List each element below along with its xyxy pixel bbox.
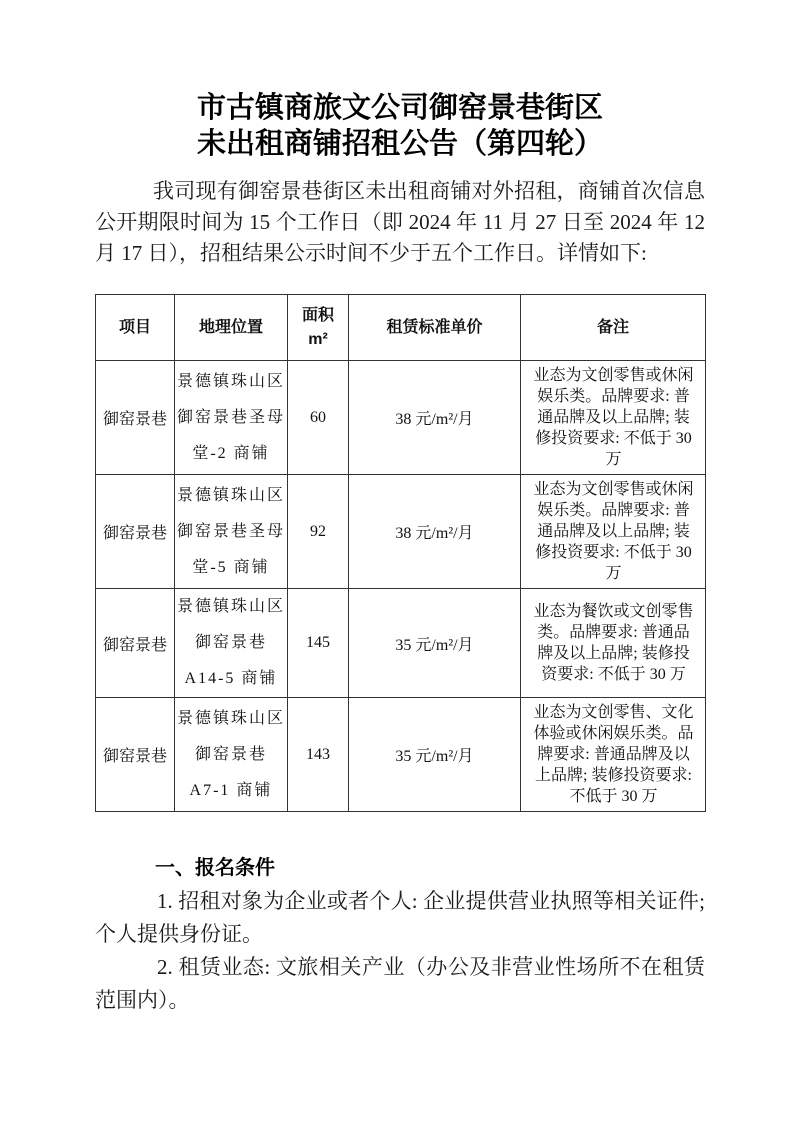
- header-project: 项目: [96, 295, 175, 361]
- location-line: 御窑景巷圣母: [176, 522, 285, 540]
- location-line: A14-5 商铺: [184, 670, 278, 687]
- header-area-unit: m²: [308, 330, 328, 348]
- cell-remark: 业态为文创零售或休闲娱乐类。品牌要求: 普通品牌及以上品牌; 装修投资要求: 不低于 30 万: [521, 475, 706, 589]
- cell-location: [175, 698, 288, 812]
- section-item-2: 2. 租赁业态: 文旅相关产业（办公及非营业性场所不在租赁范围内）。: [95, 955, 705, 1012]
- header-area-label: 面积: [301, 306, 334, 324]
- location-line: 御窑景巷: [194, 634, 267, 651]
- table-header-row: [96, 295, 706, 361]
- location-line: 御窑景巷圣母: [176, 408, 285, 426]
- cell-location: [175, 589, 288, 698]
- header-location: 地理位置: [175, 295, 288, 361]
- location-line: 景德镇珠山区: [176, 372, 285, 390]
- table-row: [96, 589, 706, 698]
- cell-project: 御窑景巷: [96, 698, 175, 812]
- section-item-1: 1. 招租对象为企业或者个人: 企业提供营业执照等相关证件; 个人提供身份证。: [95, 889, 705, 946]
- header-price: 租赁标准单价: [349, 295, 521, 361]
- location-line: 景德镇珠山区: [176, 598, 285, 615]
- cell-price: 35 元/m²/月: [349, 698, 521, 812]
- cell-location: [175, 361, 288, 475]
- document-title: [95, 90, 705, 162]
- shops-table: [95, 294, 706, 812]
- cell-price: 38 元/m²/月: [349, 361, 521, 475]
- location-line: 景德镇珠山区: [176, 709, 285, 727]
- header-area: [288, 295, 349, 361]
- intro-paragraph: 我司现有御窑景巷街区未出租商铺对外招租，商铺首次信息公开期限时间为 15 个工作日（即 2024 年 11 月 27 日至 2024 年 12 月 17 日），招租结果公示时间不少于五个工作日。详情如下:: [95, 179, 705, 265]
- cell-price: 35 元/m²/月: [349, 589, 521, 698]
- cell-area: 92: [288, 475, 349, 589]
- table-row: [96, 698, 706, 812]
- document-page: [95, 0, 705, 1017]
- cell-remark: 业态为文创零售、文化体验或休闲娱乐类。品牌要求: 普通品牌及以上品牌; 装修投资要求: 不低于 30 万: [521, 698, 706, 812]
- location-line: 景德镇珠山区: [176, 486, 285, 504]
- location-line: 堂-2 商铺: [192, 444, 270, 462]
- cell-project: 御窑景巷: [96, 589, 175, 698]
- document-title-line-1: 市古镇商旅文公司御窑景巷街区: [196, 92, 603, 124]
- cell-project: 御窑景巷: [96, 361, 175, 475]
- cell-area: 145: [288, 589, 349, 698]
- section-heading-conditions: 一、报名条件: [155, 857, 275, 879]
- location-line: 御窑景巷: [194, 745, 267, 763]
- cell-area: 60: [288, 361, 349, 475]
- table-row: [96, 475, 706, 589]
- location-line: 堂-5 商铺: [192, 558, 270, 576]
- cell-remark: 业态为餐饮或文创零售类。品牌要求: 普通品牌及以上品牌; 装修投资要求: 不低于 30 万: [521, 589, 706, 698]
- cell-area: 143: [288, 698, 349, 812]
- header-remark: 备注: [521, 295, 706, 361]
- location-line: A7-1 商铺: [189, 781, 273, 799]
- cell-remark: 业态为文创零售或休闲娱乐类。品牌要求: 普通品牌及以上品牌; 装修投资要求: 不低于 30 万: [521, 361, 706, 475]
- cell-project: 御窑景巷: [96, 475, 175, 589]
- table-row: [96, 361, 706, 475]
- document-title-line-2: 未出租商铺招租公告（第四轮）: [196, 128, 603, 160]
- cell-location: [175, 475, 288, 589]
- cell-price: 38 元/m²/月: [349, 475, 521, 589]
